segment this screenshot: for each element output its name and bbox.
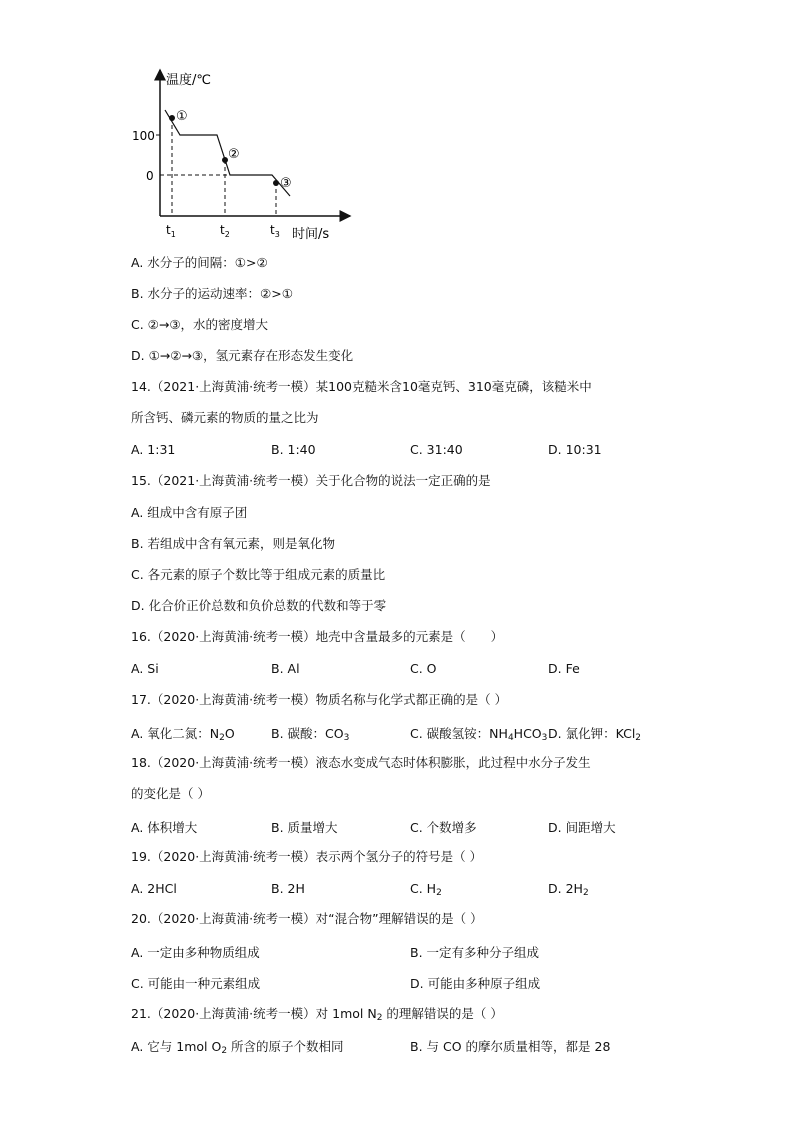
y-axis-label: 温度/℃ — [166, 73, 211, 88]
q13-option-d: D. ①→②→③，氢元素存在形态发生变化 — [131, 348, 354, 363]
temperature-time-graph — [120, 60, 360, 245]
q15-option-c: C. 各元素的原子个数比等于组成元素的质量比 — [131, 567, 386, 582]
point-3-label: ③ — [280, 176, 292, 191]
q21-option-b: B. 与 CO 的摩尔质量相等，都是 28 — [410, 1039, 611, 1054]
q21-stem: 21.（2020·上海黄浦·统考一模）对 1mol $N_2$ 的理解错误的是（ ） — [131, 1006, 503, 1023]
q17-option-c: C. 碳酸氢铵：$NH_4HCO_3$ — [410, 726, 548, 743]
q13-option-c: C. ②→③，水的密度增大 — [131, 317, 269, 332]
q21-option-a: A. 它与 1mol $O_2$ 所含的原子个数相同 — [131, 1039, 344, 1056]
point-2-label: ② — [228, 147, 240, 162]
q19-option-c: C. $H_2$ — [410, 881, 442, 898]
q16-option-a: A. Si — [131, 661, 159, 676]
q13-option-a: A. 水分子的间隔：①>② — [131, 255, 268, 270]
q18-option-b: B. 质量增大 — [271, 820, 338, 835]
q18-option-a: A. 体积增大 — [131, 820, 198, 835]
q20-option-b: B. 一定有多种分子组成 — [410, 945, 540, 960]
q19-option-b: B. 2H — [271, 881, 305, 896]
q15-option-d: D. 化合价正价总数和负价总数的代数和等于零 — [131, 598, 387, 613]
x-tick-t1: $t_1$ — [166, 223, 176, 239]
q17-stem: 17.（2020·上海黄浦·统考一模）物质名称与化学式都正确的是（ ） — [131, 692, 508, 707]
x-axis-label: 时间/s — [292, 227, 330, 242]
q14-stem-line2: 所含钙、磷元素的物质的量之比为 — [131, 410, 319, 425]
q20-stem: 20.（2020·上海黄浦·统考一模）对“混合物”理解错误的是（ ） — [131, 911, 483, 926]
q17-option-d: D. 氯化钾：KCl$_2$ — [548, 726, 642, 743]
q16-option-b: B. Al — [271, 661, 300, 676]
q14-stem-line1: 14.（2021·上海黄浦·统考一模）某100克糙米含10毫克钙、310毫克磷，该糙米中 — [131, 379, 592, 394]
q14-option-a: A. 1:31 — [131, 442, 176, 457]
point-1 — [169, 115, 175, 121]
q20-option-a: A. 一定由多种物质组成 — [131, 945, 260, 960]
q18-stem-line2: 的变化是（ ） — [131, 786, 210, 801]
q14-option-d: D. 10:31 — [548, 442, 602, 457]
q16-option-d: D. Fe — [548, 661, 580, 676]
q18-option-d: D. 间距增大 — [548, 820, 616, 835]
y-tick-100: 100 — [132, 129, 155, 143]
point-3 — [273, 180, 279, 186]
q17-option-b: B. 碳酸：$CO_3$ — [271, 726, 350, 743]
point-1-label: ① — [176, 109, 188, 124]
q18-option-c: C. 个数增多 — [410, 820, 477, 835]
y-tick-0: 0 — [146, 169, 154, 183]
q16-option-c: C. O — [410, 661, 437, 676]
q13-option-b: B. 水分子的运动速率：②>① — [131, 286, 293, 301]
q15-stem: 15.（2021·上海黄浦·统考一模）关于化合物的说法一定正确的是 — [131, 473, 491, 488]
q14-option-c: C. 31:40 — [410, 442, 463, 457]
q20-option-d: D. 可能由多种原子组成 — [410, 976, 541, 991]
q19-stem: 19.（2020·上海黄浦·统考一模）表示两个氢分子的符号是（ ） — [131, 849, 483, 864]
x-tick-t3: $t_3$ — [270, 223, 280, 239]
q15-option-a: A. 组成中含有原子团 — [131, 505, 248, 520]
q17-option-a: A. 氧化二氮：$N_2O$ — [131, 726, 235, 743]
x-tick-t2: $t_2$ — [220, 223, 230, 239]
q19-option-d: D. $2H_2$ — [548, 881, 589, 898]
q19-option-a: A. 2HCl — [131, 881, 177, 896]
q20-option-c: C. 可能由一种元素组成 — [131, 976, 261, 991]
q18-stem-line1: 18.（2020·上海黄浦·统考一模）液态水变成气态时体积膨胀，此过程中水分子发生 — [131, 755, 591, 770]
q15-option-b: B. 若组成中含有氧元素，则是氧化物 — [131, 536, 336, 551]
q16-stem: 16.（2020·上海黄浦·统考一模）地壳中含量最多的元素是（ ） — [131, 629, 504, 644]
q14-option-b: B. 1:40 — [271, 442, 316, 457]
